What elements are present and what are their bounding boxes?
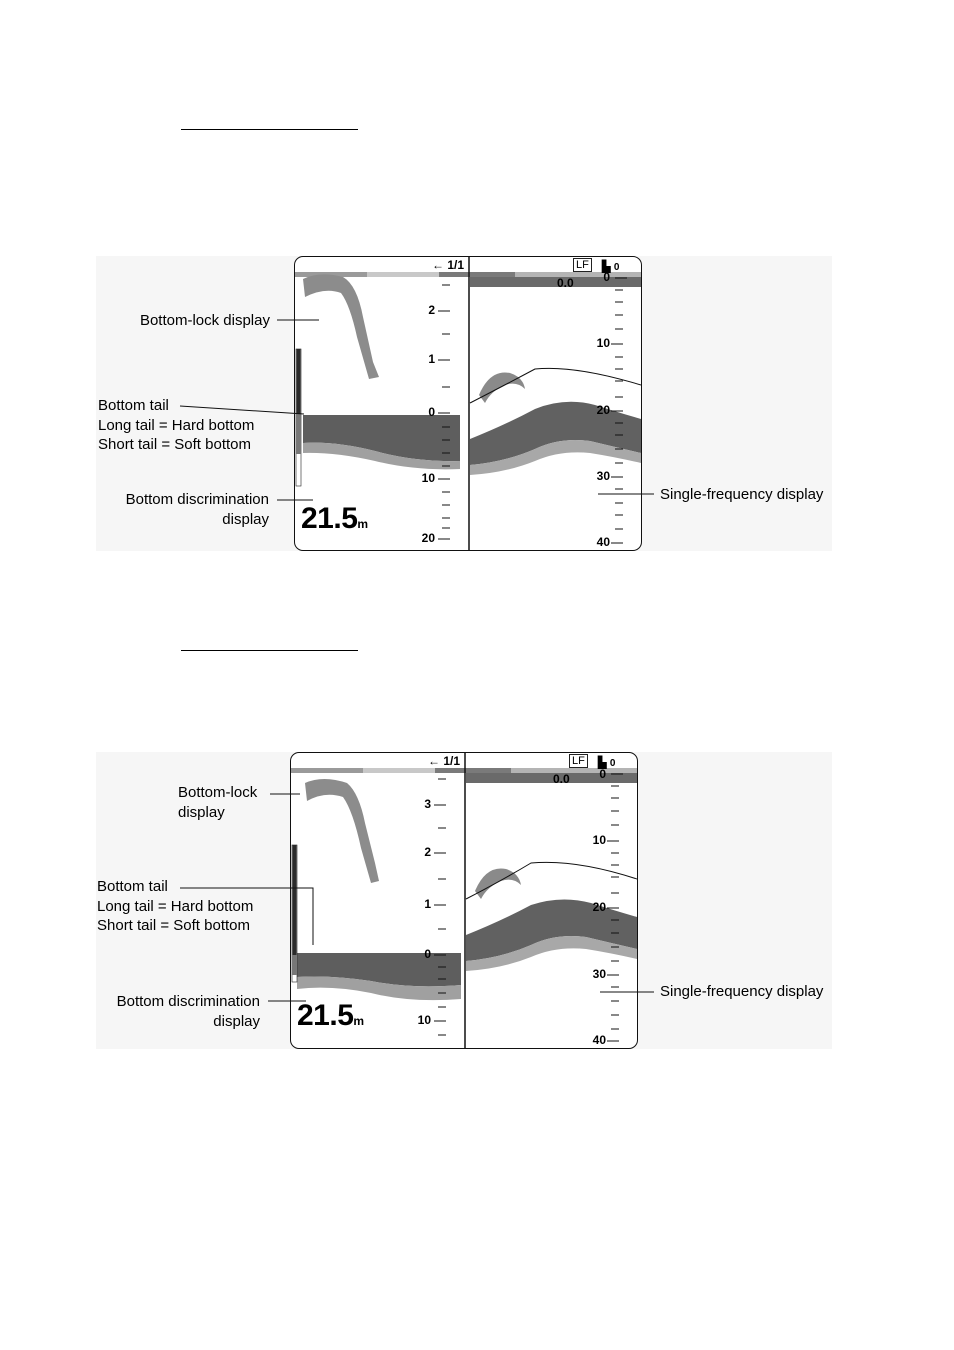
bottom-lock-scale-label: 10 <box>421 471 435 485</box>
bottom-lock-scale-label: 0 <box>424 947 431 961</box>
shift-readout: 0.0 <box>553 772 570 786</box>
bottom-lock-scale-label: 1 <box>428 352 435 366</box>
depth-readout: 21.5m <box>301 502 368 535</box>
arrow-left-icon: ← <box>428 754 440 768</box>
bottom-lock-label: Bottom-lock display <box>178 784 258 821</box>
bottom-lock-scale-label: 1 <box>424 897 431 911</box>
bottom-lock-scale-label: 3 <box>424 797 431 811</box>
bottom-discrimination-label: Bottom discrimination display <box>125 491 269 528</box>
single-freq-scale-label: 30 <box>592 967 606 981</box>
figure-2 <box>96 752 832 1049</box>
bottom-lock-scale-label: 2 <box>424 845 431 859</box>
arrow-left-icon: ← <box>432 258 444 272</box>
single-frequency-label: Single-frequency display <box>660 983 824 1000</box>
single-freq-scale-label: 10 <box>592 833 606 847</box>
single-freq-scale-label: 20 <box>592 900 606 914</box>
mode-badge: LF <box>573 258 592 272</box>
single-freq-scale-label: 0 <box>599 767 606 781</box>
single-freq-scale-label: 20 <box>596 403 610 417</box>
bottom-lock-scale-label: 0 <box>428 405 435 419</box>
single-frequency-label: Single-frequency display <box>660 486 824 503</box>
offset-readout: ▙ 0 <box>598 757 616 769</box>
bottom-lock-scale-label: 2 <box>428 303 435 317</box>
mode-badge: LF <box>569 754 588 768</box>
page-indicator[interactable]: ← 1/1 <box>432 258 465 272</box>
depth-readout: 21.5m <box>297 999 364 1032</box>
bottom-lock-icon: ▙ <box>598 757 607 769</box>
bottom-lock-label: Bottom-lock display <box>139 312 270 329</box>
bottom-discrimination-label: Bottom discrimination display <box>116 993 260 1030</box>
page-indicator[interactable]: ← 1/1 <box>428 754 461 768</box>
section-heading-rule-1 <box>181 129 358 130</box>
bottom-lock-scale-label: 20 <box>421 531 435 545</box>
bottom-lock-scale-label: 10 <box>417 1013 431 1027</box>
single-freq-scale-label: 30 <box>596 469 610 483</box>
shift-readout: 0.0 <box>557 276 574 290</box>
bottom-tail-label: Bottom tail Long tail = Hard bottom Short tail = Soft bottom <box>98 397 255 453</box>
single-freq-scale-label: 40 <box>592 1033 606 1047</box>
bottom-lock-icon: ▙ <box>602 261 611 273</box>
offset-readout: ▙ 0 <box>602 261 620 273</box>
section-heading-rule-2 <box>181 650 358 651</box>
bottom-tail-label: Bottom tail Long tail = Hard bottom Short tail = Soft bottom <box>97 878 254 934</box>
figure-1 <box>96 256 832 551</box>
single-freq-scale-label: 10 <box>596 336 610 350</box>
single-freq-scale-label: 0 <box>603 270 610 284</box>
single-freq-scale-label: 40 <box>596 535 610 549</box>
